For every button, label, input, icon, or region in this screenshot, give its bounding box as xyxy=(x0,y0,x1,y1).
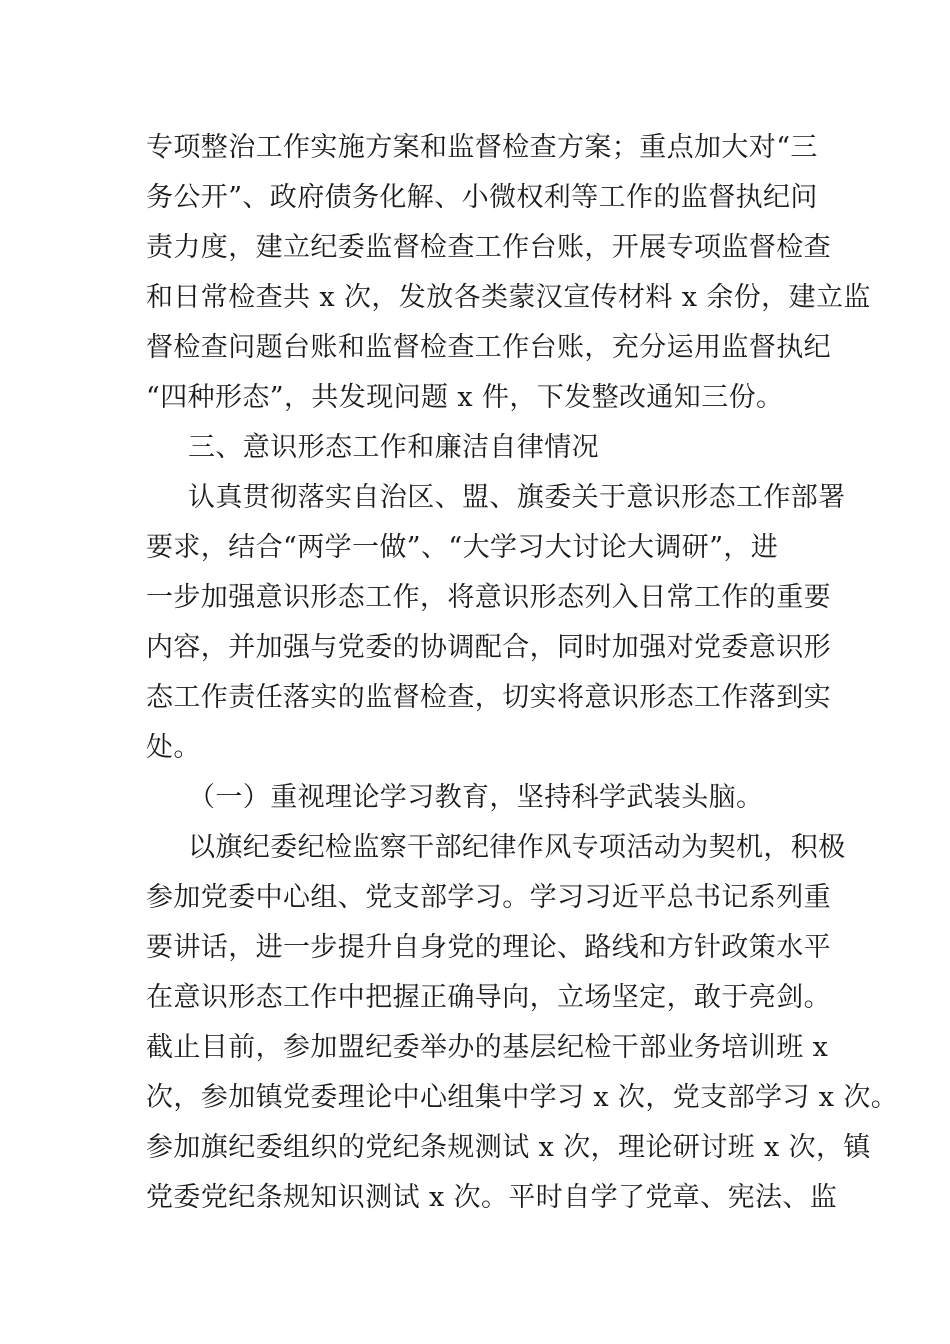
text-line: 和日常检查共 x 次，发放各类蒙汉宣传材料 x 余份，建立监 xyxy=(146,282,871,313)
text-line: 截止目前，参加盟纪委举办的基层纪检干部业务培训班 x xyxy=(146,1032,829,1063)
text-line: 要求，结合“两学一做”、“大学习大讨论大调研”，进 xyxy=(146,532,779,563)
text-line: 务公开”、政府债务化解、小微权利等工作的监督执纪问 xyxy=(146,182,818,213)
text-line: 次，参加镇党委理论中心组集中学习 x 次，党支部学习 x 次。 xyxy=(146,1082,899,1113)
text-line: 专项整治工作实施方案和监督检查方案；重点加大对“三 xyxy=(146,132,818,163)
text-line: 党委党纪条规知识测试 x 次。平时自学了党章、宪法、监 xyxy=(146,1182,838,1213)
text-line: 参加旗纪委组织的党纪条规测试 x 次，理论研讨班 x 次，镇 xyxy=(146,1132,871,1163)
text-line: 督检查问题台账和监督检查工作台账，充分运用监督执纪 xyxy=(146,332,831,363)
text-line: 参加党委中心组、党支部学习。学习习近平总书记系列重 xyxy=(146,882,831,913)
text-line: 要讲话，进一步提升自身党的理论、路线和方针政策水平 xyxy=(146,932,831,963)
paragraph-first-line: 认真贯彻落实自治区、盟、旗委关于意识形态工作部署 xyxy=(188,482,846,513)
section-heading: 三、意识形态工作和廉洁自律情况 xyxy=(188,432,599,463)
text-line: 责力度，建立纪委监督检查工作台账，开展专项监督检查 xyxy=(146,232,831,263)
text-line: “四种形态”，共发现问题 x 件，下发整改通知三份。 xyxy=(146,382,784,413)
paragraph-first-line: 以旗纪委纪检监察干部纪律作风专项活动为契机，积极 xyxy=(188,832,846,863)
text-line: 处。 xyxy=(146,732,201,763)
text-line: 一步加强意识形态工作，将意识形态列入日常工作的重要 xyxy=(146,582,831,613)
subsection-heading: （一）重视理论学习教育，坚持科学武装头脑。 xyxy=(188,782,764,813)
text-line: 内容，并加强与党委的协调配合，同时加强对党委意识形 xyxy=(146,632,831,663)
text-line: 态工作责任落实的监督检查，切实将意识形态工作落到实 xyxy=(146,682,831,713)
text-line: 在意识形态工作中把握正确导向，立场坚定，敢于亮剑。 xyxy=(146,982,831,1013)
